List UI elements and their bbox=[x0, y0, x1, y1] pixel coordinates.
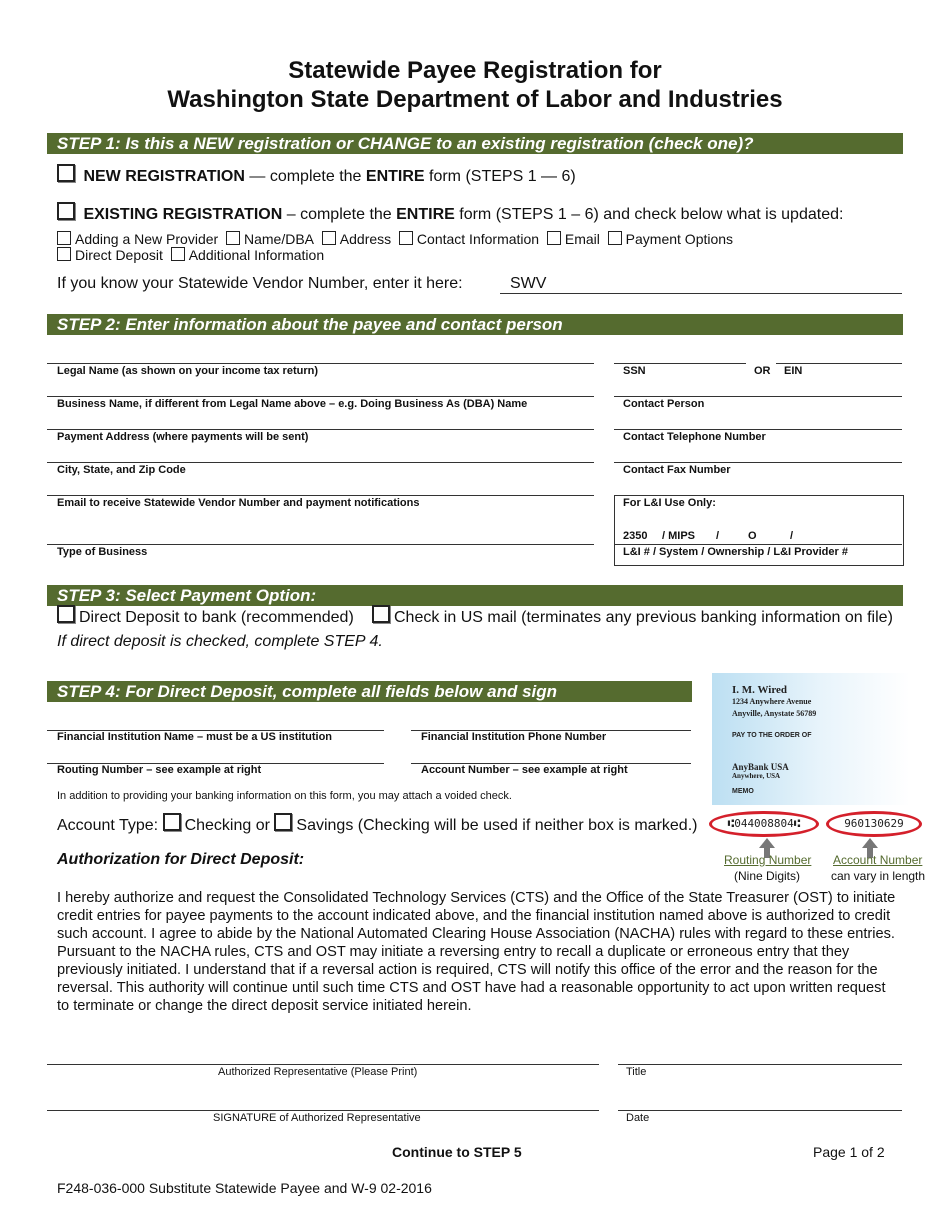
signature-label: SIGNATURE of Authorized Representative bbox=[213, 1112, 421, 1124]
new-registration-label: NEW REGISTRATION bbox=[83, 168, 245, 185]
signature-input[interactable] bbox=[47, 1110, 599, 1111]
page-title-line2: Washington State Department of Labor and Industries bbox=[167, 86, 783, 113]
date-input[interactable] bbox=[618, 1110, 902, 1111]
or-label: OR bbox=[754, 365, 771, 377]
existing-text-b: form (STEPS 1 – 6) and check below what is updated: bbox=[454, 206, 844, 223]
fi-name-label: Financial Institution Name – must be a US institution bbox=[57, 731, 333, 743]
legal-name-label: Legal Name (as shown on your income tax return) bbox=[57, 365, 318, 377]
update-options-row2 bbox=[57, 247, 324, 263]
type-of-business-label: Type of Business bbox=[57, 546, 148, 558]
update-payment-options-label: Payment Options bbox=[625, 231, 734, 247]
account-digits-oval: 960130629 bbox=[826, 811, 922, 837]
check-street: 1234 Anywhere Avenue bbox=[732, 697, 812, 706]
update-contact-info-label: Contact Information bbox=[416, 231, 540, 247]
voided-check-note: In addition to providing your banking information on this form, you may attach a voided check. bbox=[57, 790, 512, 802]
contact-person-input[interactable] bbox=[614, 396, 902, 397]
update-address-label: Address bbox=[339, 231, 392, 247]
update-new-provider-label: Adding a New Provider bbox=[75, 231, 219, 247]
savings-label: Savings (Checking will be used if neither box is marked.) bbox=[296, 817, 698, 834]
ssn-input[interactable] bbox=[614, 363, 746, 364]
payment-direct-deposit-checkbox[interactable] bbox=[57, 605, 75, 623]
step4-heading: STEP 4: For Direct Deposit, complete all fields below and sign bbox=[47, 681, 692, 702]
title-input[interactable] bbox=[618, 1064, 902, 1065]
check-city: Anyville, Anystate 56789 bbox=[732, 709, 817, 718]
payment-address-label: Payment Address (where payments will be sent) bbox=[57, 431, 309, 443]
update-email-checkbox[interactable] bbox=[547, 231, 561, 245]
legal-name-input[interactable] bbox=[47, 363, 594, 364]
direct-deposit-note: If direct deposit is checked, complete STEP 4. bbox=[57, 633, 383, 650]
business-name-input[interactable] bbox=[47, 396, 594, 397]
continue-step5: Continue to STEP 5 bbox=[392, 1144, 522, 1160]
account-type-row bbox=[57, 813, 697, 835]
account-arrow-icon bbox=[862, 838, 878, 848]
savings-checkbox[interactable] bbox=[274, 813, 292, 831]
update-direct-deposit-label: Direct Deposit bbox=[75, 247, 163, 263]
routing-number-label: Routing Number – see example at right bbox=[57, 764, 262, 776]
update-options-row1 bbox=[57, 231, 733, 247]
checking-checkbox[interactable] bbox=[163, 813, 181, 831]
step3-heading: STEP 3: Select Payment Option: bbox=[47, 585, 903, 606]
li-code: 2350 bbox=[623, 530, 648, 542]
existing-registration-checkbox[interactable] bbox=[57, 202, 75, 220]
contact-phone-input[interactable] bbox=[614, 429, 902, 430]
li-divider bbox=[614, 544, 902, 545]
step1-heading: STEP 1: Is this a NEW registration or CHANGE to an existing registration (check one)? bbox=[47, 133, 903, 154]
title-label: Title bbox=[626, 1066, 647, 1078]
check-memo: MEMO bbox=[732, 788, 754, 795]
existing-entire: ENTIRE bbox=[396, 206, 455, 223]
routing-number-caption: Routing Number bbox=[724, 853, 812, 867]
account-number-caption: Account Number bbox=[833, 853, 923, 867]
fi-phone-label: Financial Institution Phone Number bbox=[421, 731, 607, 743]
rep-print-input[interactable] bbox=[47, 1064, 599, 1065]
existing-text-a: – complete the bbox=[282, 206, 397, 223]
payment-address-input[interactable] bbox=[47, 429, 594, 430]
routing-arrow-icon bbox=[759, 838, 775, 848]
account-number-label: Account Number – see example at right bbox=[421, 764, 628, 776]
sample-check-image bbox=[712, 673, 910, 805]
vendor-number-prompt: If you know your Statewide Vendor Number, enter it here: bbox=[57, 275, 463, 292]
ein-input[interactable] bbox=[776, 363, 902, 364]
new-reg-text-b: form (STEPS 1 — 6) bbox=[424, 168, 576, 185]
payment-direct-deposit-label: Direct Deposit to bank (recommended) bbox=[79, 609, 354, 626]
update-direct-deposit-checkbox[interactable] bbox=[57, 247, 71, 261]
li-legend: L&I # / System / Ownership / L&I Provider # bbox=[623, 546, 848, 558]
payment-check-mail-label: Check in US mail (terminates any previous banking information on file) bbox=[394, 609, 893, 626]
vendor-number-input[interactable] bbox=[500, 293, 902, 294]
type-of-business-input[interactable] bbox=[47, 544, 594, 545]
contact-phone-label: Contact Telephone Number bbox=[623, 431, 766, 443]
check-name: I. M. Wired bbox=[732, 684, 788, 696]
checking-label: Checking or bbox=[184, 817, 270, 834]
account-number-sub: can vary in length bbox=[831, 869, 926, 883]
rep-print-label: Authorized Representative (Please Print) bbox=[218, 1066, 418, 1078]
li-slash-1: / bbox=[716, 530, 720, 542]
li-slash-2: / bbox=[790, 530, 794, 542]
update-additional-info-checkbox[interactable] bbox=[171, 247, 185, 261]
contact-fax-label: Contact Fax Number bbox=[623, 464, 731, 476]
email-label: Email to receive Statewide Vendor Number and payment notifications bbox=[57, 497, 420, 509]
form-id: F248-036-000 Substitute Statewide Payee and W-9 02-2016 bbox=[57, 1180, 432, 1196]
account-type-label: Account Type: bbox=[57, 817, 159, 834]
update-name-dba-checkbox[interactable] bbox=[226, 231, 240, 245]
new-registration-row bbox=[57, 164, 576, 186]
authorization-text: I hereby authorize and request the Consolidated Technology Services (CTS) and the Office of the State Treasurer (OST) to initiate credit entries for payee payments to the account indicated above, and the financial institution named above is authorized to credit such account. I agree to abide by the National Automated Clearing House Association (NACHA) rules with regard to these entries. Pursuant to the NACHA rules, CTS and OST may initiate a reversing entry to recall a duplicate or erroneous entry that they previously initiated. I understand that if a reversal action is required, CTS will notify this office of the error and the reason for the reversal. This authority will continue until such time CTS and OST have had a reasonable opportunity to act upon written request to terminate or change the direct deposit service initiated herein. bbox=[57, 890, 896, 1014]
routing-digits-oval: ⑆044008804⑆ bbox=[709, 811, 819, 837]
update-additional-info-label: Additional Information bbox=[188, 247, 325, 263]
vendor-number-prefix: SWV bbox=[510, 275, 547, 292]
payment-direct-deposit-row bbox=[57, 605, 354, 627]
update-email-label: Email bbox=[564, 231, 600, 247]
date-label: Date bbox=[626, 1112, 650, 1124]
update-new-provider-checkbox[interactable] bbox=[57, 231, 71, 245]
page-number: Page 1 of 2 bbox=[813, 1144, 885, 1160]
city-state-zip-label: City, State, and Zip Code bbox=[57, 464, 186, 476]
contact-fax-input[interactable] bbox=[614, 462, 902, 463]
check-bank-city: Anywhere, USA bbox=[732, 772, 781, 780]
new-reg-text-a: — complete the bbox=[244, 168, 366, 185]
page-title-line1: Statewide Payee Registration for bbox=[288, 57, 662, 84]
existing-registration-row bbox=[57, 202, 843, 224]
auth-heading: Authorization for Direct Deposit: bbox=[57, 851, 305, 868]
check-bank: AnyBank USA bbox=[732, 762, 789, 772]
new-reg-entire: ENTIRE bbox=[365, 168, 425, 185]
city-state-zip-input[interactable] bbox=[47, 462, 594, 463]
payment-check-row bbox=[372, 605, 893, 627]
update-name-dba-label: Name/DBA bbox=[243, 231, 314, 247]
payment-check-mail-checkbox[interactable] bbox=[372, 605, 390, 623]
new-registration-checkbox[interactable] bbox=[57, 164, 75, 182]
li-use-only-label: For L&I Use Only: bbox=[623, 497, 716, 509]
check-pay-to: PAY TO THE ORDER OF bbox=[732, 732, 812, 739]
business-name-label: Business Name, if different from Legal Name above – e.g. Doing Business As (DBA) Name bbox=[57, 398, 528, 410]
email-input[interactable] bbox=[47, 495, 594, 496]
li-ownership-o: O bbox=[748, 530, 757, 542]
routing-number-sub: (Nine Digits) bbox=[734, 869, 801, 883]
step2-heading: STEP 2: Enter information about the payee and contact person bbox=[47, 314, 903, 335]
existing-registration-label: EXISTING REGISTRATION bbox=[83, 206, 283, 223]
update-payment-options-checkbox[interactable] bbox=[608, 231, 622, 245]
li-mips: / MIPS bbox=[662, 530, 696, 542]
ssn-label: SSN bbox=[623, 365, 646, 377]
ein-label: EIN bbox=[784, 365, 803, 377]
update-address-checkbox[interactable] bbox=[322, 231, 336, 245]
contact-person-label: Contact Person bbox=[623, 398, 705, 410]
update-contact-info-checkbox[interactable] bbox=[399, 231, 413, 245]
